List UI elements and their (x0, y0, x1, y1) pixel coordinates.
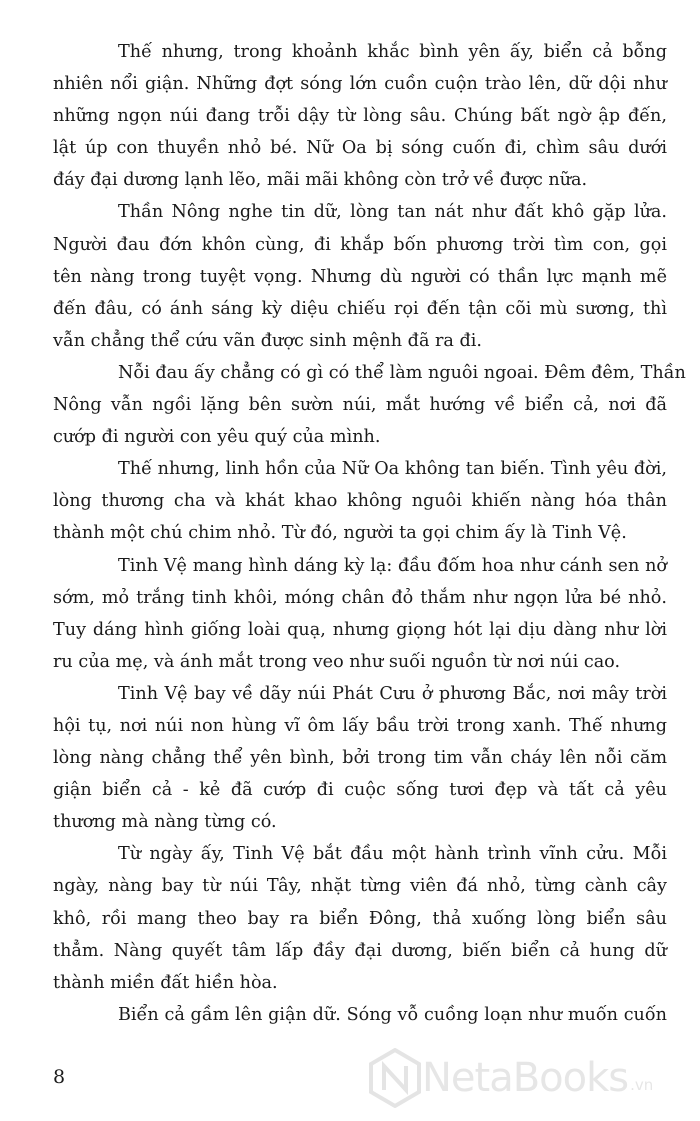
watermark-brand: NetaBooks (422, 1055, 629, 1101)
text-line: nhiên nổi giận. Những đợt sóng lớn cuồn cuộn trào lên, dữ dội như (53, 74, 667, 95)
text-line: đến đâu, có ánh sáng kỳ diệu chiếu rọi đến tận cõi mù sương, thì (53, 298, 667, 319)
text-line: thành miền đất hiền hòa. (53, 972, 278, 993)
text-line: Người đau đớn khôn cùng, đi khắp bốn phương trời tìm con, gọi (53, 234, 667, 255)
paragraph (53, 550, 667, 678)
text-line: thành một chú chim nhỏ. Từ đó, người ta gọi chim ấy là Tinh Vệ. (53, 523, 627, 544)
text-line: sớm, mỏ trắng tinh khôi, móng chân đỏ thắm như ngọn lửa bé nhỏ. (53, 587, 667, 608)
text-line: ngày, nàng bay từ núi Tây, nhặt từng viên đá nhỏ, từng cành cây (53, 876, 667, 897)
text-line: Nỗi đau ấy chẳng có gì có thể làm nguôi ngoai. Đêm đêm, Thần (118, 362, 686, 383)
paragraph (53, 999, 667, 1031)
text-line: Tuy dáng hình giống loài quạ, nhưng giọng hót lại dịu dàng như lời (53, 619, 667, 640)
page-body (53, 36, 686, 1031)
text-line: ru của mẹ, và ánh mắt trong veo như suối nguồn từ nơi núi cao. (53, 651, 621, 672)
text-line: Thế nhưng, linh hồn của Nữ Oa không tan biến. Tình yêu đời, (118, 459, 667, 480)
watermark-suffix: .vn (630, 1076, 654, 1094)
text-line: Thế nhưng, trong khoảnh khắc bình yên ấy, biển cả bỗng (118, 42, 667, 62)
text-line: khô, rồi mang theo bay ra biển Đông, thả xuống lòng biển sâu (53, 908, 667, 929)
paragraph (53, 678, 667, 838)
paragraph (53, 357, 686, 453)
paragraph (53, 36, 667, 196)
text-line: lật úp con thuyền nhỏ bé. Nữ Oa bị sóng cuốn đi, chìm sâu dưới (53, 138, 667, 159)
paragraph (53, 838, 667, 998)
page-number: 8 (53, 1066, 66, 1088)
text-line: đáy đại dương lạnh lẽo, mãi mãi không còn trở về được nữa. (53, 170, 588, 191)
text-line: Tinh Vệ bay về dãy núi Phát Cưu ở phương Bắc, nơi mây trời (118, 683, 667, 704)
text-line: vẫn chẳng thể cứu vãn được sinh mệnh đã ra đi. (53, 330, 482, 351)
text-line: thương mà nàng từng có. (53, 812, 277, 833)
netabooks-watermark (368, 1048, 653, 1108)
text-line: Thần Nông nghe tin dữ, lòng tan nát như đất khô gặp lửa. (118, 202, 667, 223)
text-line: cướp đi người con yêu quý của mình. (53, 427, 381, 448)
text-line: Tinh Vệ mang hình dáng kỳ lạ: đầu đốm hoa như cánh sen nở (118, 555, 667, 576)
text-line: lòng nàng chẳng thể yên bình, bởi trong tim vẫn cháy lên nỗi căm (53, 748, 667, 769)
text-line: giận biển cả - kẻ đã cướp đi cuộc sống tươi đẹp và tất cả yêu (53, 780, 667, 801)
text-line: những ngọn núi đang trỗi dậy từ lòng sâu. Chúng bất ngờ ập đến, (53, 106, 667, 127)
text-line: Nông vẫn ngồi lặng bên sườn núi, mắt hướng về biển cả, nơi đã (53, 395, 667, 416)
text-line: Biển cả gầm lên giận dữ. Sóng vỗ cuồng loạn như muốn cuốn (118, 1004, 667, 1025)
paragraph (53, 196, 667, 356)
text-line: lòng thương cha và khát khao không nguôi khiến nàng hóa thân (53, 491, 667, 512)
text-line: tên nàng trong tuyệt vọng. Nhưng dù người có thần lực mạnh mẽ (53, 266, 667, 287)
paragraph (53, 453, 667, 549)
text-line: Từ ngày ấy, Tinh Vệ bắt đầu một hành trình vĩnh cửu. Mỗi (118, 844, 667, 865)
netabooks-logo-icon (368, 1048, 422, 1108)
text-line: hội tụ, nơi núi non hùng vĩ ôm lấy bầu trời trong xanh. Thế nhưng (53, 715, 667, 736)
text-line: thẳm. Nàng quyết tâm lấp đầy đại dương, biến biển cả hung dữ (53, 940, 667, 961)
